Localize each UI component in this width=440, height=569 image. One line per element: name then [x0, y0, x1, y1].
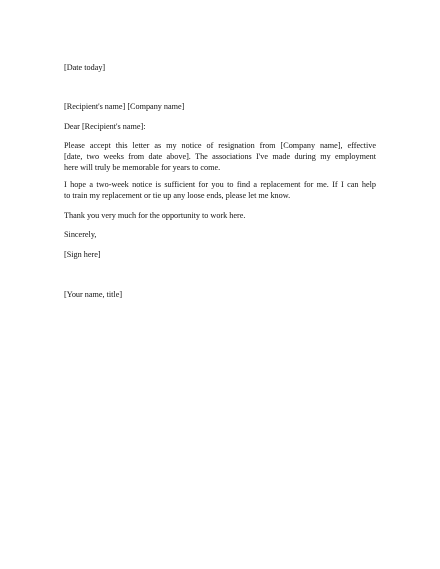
paragraph-line: to train my replacement or tie up any loose ends, please let me know.: [64, 191, 291, 200]
paragraph-line: I hope a two-week notice is sufficient for you to find a replacement for me. If I can help: [64, 180, 376, 189]
date-line: [Date today]: [64, 63, 106, 72]
resignation-paragraph: [64, 140, 376, 173]
paragraph-line: Please accept this letter as my notice of resignation from [Company name], effective: [64, 141, 376, 150]
paragraph-line: here will truly be memorable for years to come.: [64, 163, 221, 172]
signature-placeholder: [Sign here]: [64, 250, 101, 259]
salutation: Dear [Recipient's name]:: [64, 122, 146, 131]
recipient-line: [Recipient's name] [Company name]: [64, 102, 185, 111]
closing-line: Sincerely,: [64, 230, 97, 239]
thanks-line: Thank you very much for the opportunity to work here.: [64, 211, 246, 220]
name-title-line: [Your name, title]: [64, 290, 123, 299]
paragraph-line: [date, two weeks from date above]. The associations I've made during my employment: [64, 152, 376, 161]
notice-paragraph: [64, 179, 376, 201]
